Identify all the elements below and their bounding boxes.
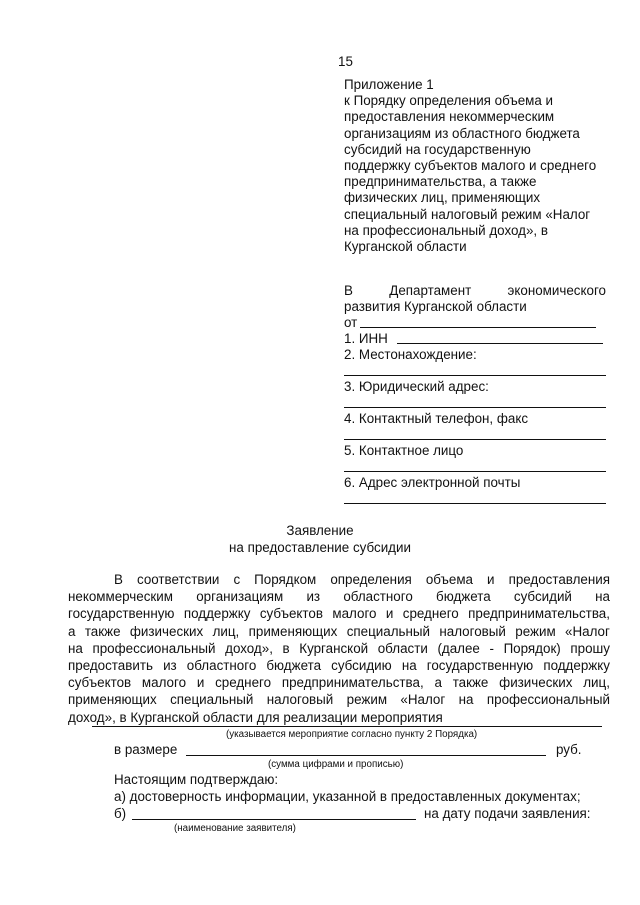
inn-field[interactable] bbox=[397, 343, 603, 344]
appendix-line: на профессиональный доход», в bbox=[344, 222, 548, 238]
from-field[interactable] bbox=[360, 327, 596, 328]
body-line: государственную поддержку субъектов малого и среднего предпринимательства, bbox=[68, 606, 610, 622]
appendix-line: Приложение 1 bbox=[344, 77, 434, 92]
appendix-line: Курганской области bbox=[344, 239, 467, 255]
appendix-header bbox=[344, 77, 614, 255]
addressee-word: экономического bbox=[507, 283, 606, 298]
item-a: а) достоверность информации, указанной в предоставленных документах; bbox=[114, 789, 581, 804]
statement-subtitle: на предоставление субсидии bbox=[229, 540, 411, 555]
addressee-block bbox=[344, 283, 606, 315]
appendix-line: организациям из областного бюджета bbox=[344, 125, 580, 141]
body-line: применяющих специальный налоговый режим «Налог на профессиональный bbox=[68, 692, 610, 708]
legal-address-label: 3. Юридический адрес: bbox=[344, 379, 489, 394]
event-field[interactable] bbox=[92, 726, 602, 727]
location-field[interactable] bbox=[344, 375, 606, 376]
email-label: 6. Адрес электронной почты bbox=[344, 475, 521, 490]
body-line: некоммерческим организациям из областного бюджета субсидий на bbox=[68, 589, 610, 605]
body-line: доход», в Курганской области для реализации мероприятия bbox=[68, 709, 443, 725]
addressee-word: Департамент bbox=[389, 283, 472, 298]
body-paragraph bbox=[68, 571, 610, 726]
addressee-line-1 bbox=[344, 283, 606, 299]
body-line: В соответствии с Порядком определения объема и предоставления bbox=[114, 572, 610, 587]
body-line: субъектов малого и среднего предпринимательства, а также физических лиц, bbox=[68, 675, 610, 691]
amount-unit: руб. bbox=[556, 742, 582, 757]
addressee-word: В bbox=[344, 283, 353, 298]
item-b-suffix: на дату подачи заявления: bbox=[424, 806, 591, 821]
amount-label: в размере bbox=[114, 742, 178, 757]
amount-field[interactable] bbox=[186, 755, 546, 756]
body-line: предоставить из областного бюджета субсидию на государственную поддержку bbox=[68, 658, 610, 674]
contact-person-label: 5. Контактное лицо bbox=[344, 443, 464, 458]
phone-field[interactable] bbox=[344, 439, 606, 440]
legal-address-field[interactable] bbox=[344, 407, 606, 408]
inn-label: 1. ИНН bbox=[344, 331, 388, 346]
appendix-line: к Порядку определения объема и bbox=[344, 93, 553, 109]
from-label: от bbox=[344, 315, 358, 330]
statement-title: Заявление bbox=[286, 523, 354, 538]
appendix-line: предпринимательства, а также bbox=[344, 174, 537, 190]
appendix-line: физических лиц, применяющих bbox=[344, 190, 541, 206]
addressee-line-2: развития Курганской области bbox=[344, 299, 527, 314]
appendix-line: поддержку субъектов малого и среднего bbox=[344, 158, 597, 174]
confirm-label: Настоящим подтверждаю: bbox=[114, 772, 279, 787]
page-number: 15 bbox=[338, 54, 353, 69]
appendix-line: специальный налоговый режим «Налог bbox=[344, 206, 591, 222]
location-label: 2. Местонахождение: bbox=[344, 347, 477, 362]
body-line: на профессиональный доход», в Курганской области (далее - Порядок) прошу bbox=[68, 640, 610, 656]
phone-label: 4. Контактный телефон, факс bbox=[344, 411, 529, 426]
item-b-prefix: б) bbox=[114, 806, 127, 821]
applicant-hint: (наименование заявителя) bbox=[174, 823, 296, 834]
event-hint: (указывается мероприятие согласно пункту 2 Порядка) bbox=[226, 729, 478, 740]
applicant-name-field[interactable] bbox=[132, 819, 416, 820]
appendix-line: предоставления некоммерческим bbox=[344, 109, 555, 125]
appendix-line: субсидий на государственную bbox=[344, 141, 531, 157]
email-field[interactable] bbox=[344, 503, 606, 504]
body-line: а также физических лиц, применяющих специальный налоговый режим «Налог bbox=[68, 623, 610, 639]
amount-hint: (сумма цифрами и прописью) bbox=[268, 759, 404, 770]
contact-person-field[interactable] bbox=[344, 471, 606, 472]
